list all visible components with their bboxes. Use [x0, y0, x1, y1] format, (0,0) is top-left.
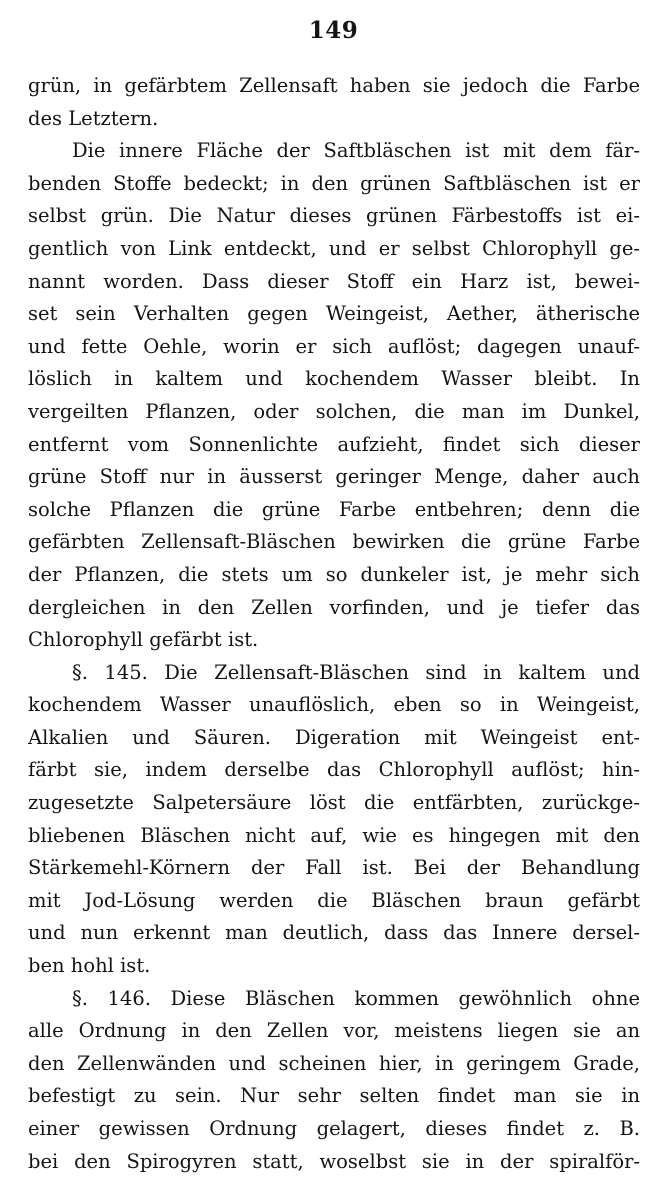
text-line: grüne Stoff nur in äusserst geringer Menge, daher auch	[28, 465, 640, 489]
text-line: mit Jod-Lösung werden die Bläschen braun gefärbt	[28, 888, 640, 912]
text-line: solche Pflanzen die grüne Farbe entbehren; denn die	[28, 497, 640, 521]
body-text	[28, 70, 640, 1178]
text-line: grün, in gefärbtem Zellensaft haben sie jedoch die Farbe	[28, 74, 640, 97]
text-line: Stärkemehl-Körnern der Fall ist. Bei der Behandlung	[28, 856, 640, 880]
text-line: benden Stoffe bedeckt; in den grünen Saftbläschen ist er	[28, 171, 640, 195]
text-line: des Letztern.	[28, 106, 159, 130]
text-line: einer gewissen Ordnung gelagert, dieses findet z. B.	[28, 1117, 640, 1140]
section-145-start-line: §. 145. Die Zellensaft-Bläschen sind in kaltem und	[72, 660, 640, 684]
text-line: selbst grün. Die Natur dieses grünen Färbestoffs ist ei-	[28, 204, 640, 228]
text-line: zugesetzte Salpetersäure löst die entfärbten, zurückge-	[28, 791, 640, 815]
text-line: und nun erkennt man deutlich, dass das Innere dersel-	[28, 921, 640, 945]
text-line: färbt sie, indem derselbe das Chlorophyll auflöst; hin-	[28, 758, 640, 782]
section-146-start-line: §. 146. Diese Bläschen kommen gewöhnlich ohne	[72, 986, 640, 1010]
text-line: dergleichen in den Zellen vorfinden, und je tiefer das	[28, 595, 640, 619]
text-line: befestigt zu sein. Nur sehr selten findet man sie in	[28, 1084, 640, 1108]
paragraph-start-line: Die innere Fläche der Saftbläschen ist mit dem fär-	[72, 139, 640, 163]
page-number: 149	[308, 17, 359, 44]
text-line: nannt worden. Dass dieser Stoff ein Harz ist, bewei-	[28, 269, 640, 293]
text-line: vergeilten Pflanzen, oder solchen, die man im Dunkel,	[28, 399, 640, 423]
text-line: ben hohl ist.	[28, 954, 151, 978]
text-line: gefärbten Zellensaft-Bläschen bewirken die grüne Farbe	[28, 530, 640, 554]
text-line: löslich in kaltem und kochendem Wasser bleibt. In	[28, 367, 640, 391]
text-line: bliebenen Bläschen nicht auf, wie es hingegen mit den	[28, 823, 640, 847]
text-line: bei den Spirogyren statt, woselbst sie in der spiralför-	[28, 1149, 640, 1173]
text-line: Chlorophyll gefärbt ist.	[28, 628, 259, 652]
text-line: der Pflanzen, die stets um so dunkeler ist, je mehr sich	[28, 562, 640, 586]
text-line: kochendem Wasser unauflöslich, eben so in Weingeist,	[28, 693, 640, 717]
text-line: gentlich von Link entdeckt, und er selbst Chlorophyll ge-	[28, 236, 640, 260]
text-line: den Zellenwänden und scheinen hier, in geringem Grade,	[28, 1051, 640, 1075]
text-line: und fette Oehle, worin er sich auflöst; dagegen unauf-	[28, 334, 640, 358]
text-line: entfernt vom Sonnenlichte aufzieht, findet sich dieser	[28, 432, 640, 456]
text-line: alle Ordnung in den Zellen vor, meistens liegen sie an	[28, 1019, 640, 1043]
text-line: Alkalien und Säuren. Digeration mit Weingeist ent-	[28, 725, 640, 749]
text-line: set sein Verhalten gegen Weingeist, Aether, ätherische	[28, 302, 640, 326]
